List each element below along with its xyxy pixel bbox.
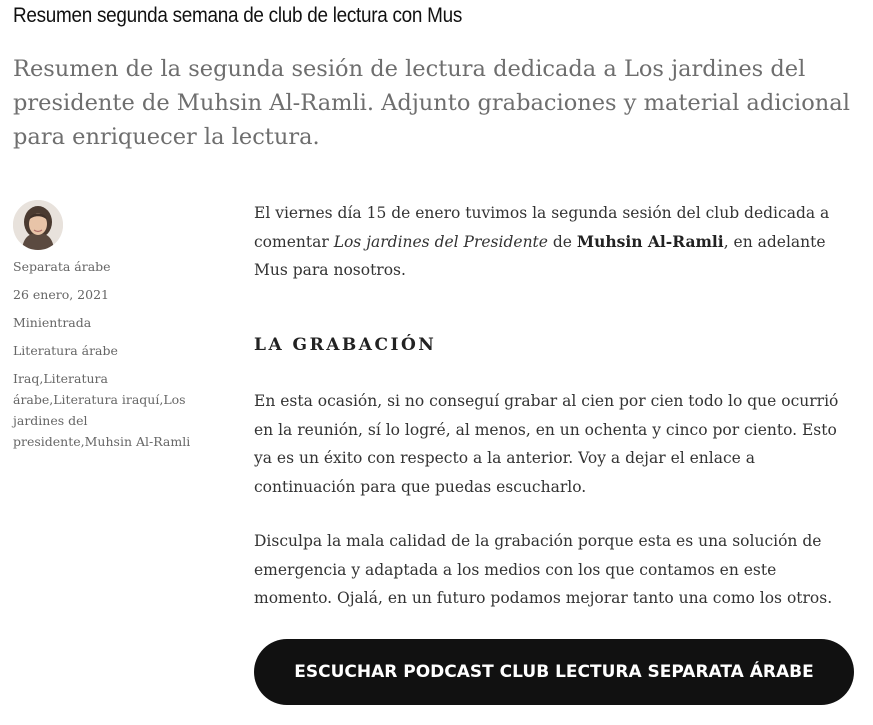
post-category[interactable]: Literatura árabe [13, 343, 118, 358]
intro-text-1: El viernes día 15 de enero tuvimos la segunda sesión del club dedicada a comentar [254, 204, 830, 251]
post-excerpt: Resumen de la segunda sesión de lectura dedicada a Los jardines del presidente de Muhsin Al-Ramli. Adjunto grabaciones y material adicional para enriquecer la lectura. [13, 56, 850, 150]
section-heading-grabacion: LA GRABACIÓN [254, 335, 437, 355]
listen-podcast-button[interactable]: ESCUCHAR PODCAST CLUB LECTURA SEPARATA ÁRABE [254, 639, 854, 705]
post-author[interactable]: Separata árabe [13, 259, 111, 274]
apology-paragraph [254, 527, 854, 613]
recording-text: En esta ocasión, si no conseguí grabar al cien por cien todo lo que ocurrió en la reunión, sí lo logré, al menos, en un ochenta y cinco por ciento. Esto ya es un éxito con respecto a la anterior. Voy a dejar el enlace a continuación para que puedas escucharlo. [254, 392, 839, 496]
recording-paragraph [254, 387, 854, 501]
intro-text-3: , en adelante Mus para nosotros. [254, 232, 826, 279]
post-date[interactable]: 26 enero, 2021 [13, 287, 109, 302]
post-format[interactable]: Minientrada [13, 315, 92, 330]
apology-text: Disculpa la mala calidad de la grabación porque esta es una solución de emergencia y adaptada a los medios con los que contamos en este momento. Ojalá, en un futuro podamos mejorar tanto una como los otros. [254, 532, 833, 607]
author-name: Muhsin Al-Ramli [576, 231, 724, 251]
intro-paragraph [254, 199, 854, 285]
intro-text-2: de [547, 232, 577, 251]
author-avatar[interactable] [13, 200, 63, 250]
post-title: Resumen segunda semana de club de lectura con Mus [13, 4, 463, 27]
avatar-portrait-icon [13, 200, 63, 250]
post-tags[interactable]: Iraq,Literatura árabe,Literatura iraquí,Los jardines del presidente,Muhsin Al-Ramli [13, 371, 191, 449]
book-title: Los jardines del Presidente [333, 232, 548, 251]
